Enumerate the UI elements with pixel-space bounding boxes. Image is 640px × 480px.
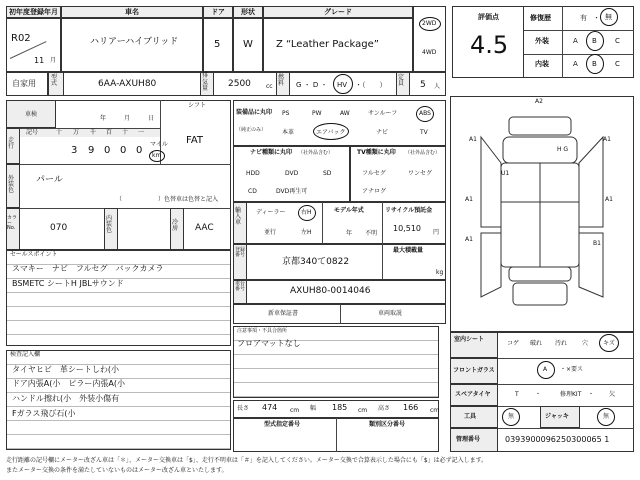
equip-title: 装備品に丸印 bbox=[236, 109, 273, 116]
type-label: 型式指定番号 bbox=[264, 421, 301, 428]
record-label: 記号 bbox=[26, 129, 39, 136]
color-value: パール bbox=[36, 175, 63, 185]
fg-rest: ・×要ス bbox=[560, 366, 584, 373]
intcolor-label: 内装色 bbox=[106, 215, 113, 234]
door-label-cell bbox=[203, 6, 233, 18]
height-value: 166 bbox=[403, 403, 419, 412]
type-vline bbox=[336, 418, 337, 452]
dealer: ディーラー bbox=[256, 209, 286, 216]
score-line-1 bbox=[524, 30, 634, 31]
kg-unit: kg bbox=[436, 269, 444, 276]
shape-label-cell bbox=[233, 6, 263, 18]
colorno-label: カラーNo. bbox=[7, 215, 18, 231]
color-label: 外装色 bbox=[8, 175, 15, 194]
navi-note: （社外品含む） bbox=[298, 150, 334, 156]
room-label: 室内シート bbox=[454, 336, 485, 343]
km-label: km bbox=[152, 152, 162, 159]
room-ana: 穴 bbox=[582, 340, 589, 347]
spare-label: スペアタイヤ bbox=[455, 391, 491, 398]
inspection-label: 車検 bbox=[24, 111, 37, 118]
fuel-rest: ・（ ） bbox=[355, 81, 387, 89]
length-label: 長さ bbox=[237, 405, 250, 412]
navi-dvd: DVD bbox=[285, 170, 299, 177]
month-value: 11 bbox=[34, 56, 45, 65]
spare-kit: 修理KIT bbox=[560, 391, 582, 398]
unit-hyaku: 百 bbox=[106, 129, 113, 136]
sales-line1: スマキー ナビ フルセグ バックカメラ bbox=[12, 264, 164, 273]
import-label: 輸入車 bbox=[235, 207, 242, 226]
repair-no: 無 bbox=[605, 13, 612, 21]
width-value: 185 bbox=[332, 403, 348, 412]
digit-1: 9 bbox=[88, 145, 95, 156]
tv-oneseg: ワンセグ bbox=[408, 170, 433, 177]
footer-line2: またメーター交換の条件を満たしていないものはメーター改ざん車といたします。 bbox=[6, 467, 228, 474]
recycle-value: 10,510 bbox=[393, 224, 421, 233]
equip-ps: PS bbox=[282, 110, 290, 117]
disp-value: 2500 bbox=[228, 79, 251, 89]
name-label: 車名 bbox=[125, 8, 139, 16]
exterior-label: 外装 bbox=[535, 37, 549, 45]
plate-value: 京都340て0822 bbox=[282, 257, 350, 267]
aircon-label: 冷房 bbox=[172, 219, 179, 232]
plate-vline bbox=[382, 244, 383, 280]
int-c: C bbox=[615, 60, 620, 68]
damage-diagram bbox=[450, 96, 634, 332]
repair-label: 修復歴 bbox=[530, 14, 551, 22]
class-label: 類別区分番号 bbox=[369, 421, 406, 428]
chassis-value: AXUH80-0014046 bbox=[290, 286, 371, 296]
equip-leather: 本革 bbox=[282, 129, 295, 136]
height-label: 高さ bbox=[378, 405, 391, 412]
car-outline-svg bbox=[451, 97, 633, 331]
mgmt-value: 0393900096250300065 1 bbox=[505, 435, 610, 444]
equip-pw: PW bbox=[312, 110, 322, 117]
fuel-label: 燃料 bbox=[278, 74, 285, 87]
import-vline bbox=[322, 202, 323, 244]
ext-c: C bbox=[615, 37, 620, 45]
navi-title: ナビ種類に丸印 bbox=[250, 149, 293, 156]
mark-a2: A2 bbox=[535, 98, 543, 105]
score-vline bbox=[562, 6, 563, 78]
score-label: 評価点 bbox=[478, 13, 499, 21]
footer-line1: 走行距離の記号欄にメーター改ざん車は「＊」、メーター交換車は「$」、走行不明車は「＃」を記入してください。メーター交換で合算表示した場合にも「$」は必ず記入します。 bbox=[6, 457, 488, 464]
unit-ichi: 一 bbox=[138, 129, 145, 136]
tv-fullseg: フルセグ bbox=[362, 170, 386, 177]
doors-value: 5 bbox=[214, 39, 221, 50]
drive-4wd: 4WD bbox=[422, 49, 437, 56]
navi-dvdplay: DVD再生可 bbox=[276, 188, 308, 195]
recycle-vline bbox=[382, 202, 383, 244]
yen-unit: 円 bbox=[433, 229, 440, 236]
mgmt-label: 管理番号 bbox=[456, 436, 481, 443]
caution-value: フロアマットなし bbox=[237, 339, 301, 348]
aircon-value: AAC bbox=[195, 223, 214, 233]
chassis-label: 車台番号 bbox=[235, 281, 246, 292]
mark-a1-l2: A1 bbox=[465, 196, 473, 203]
width-cm: cm bbox=[358, 407, 368, 414]
equip-airbag: エアバック bbox=[316, 129, 346, 136]
insp-year: 年 bbox=[100, 115, 107, 122]
mark-b1: B1 bbox=[593, 240, 601, 247]
repair-yes: 有 bbox=[580, 14, 587, 22]
equip-tv: TV bbox=[420, 129, 428, 136]
int-a: A bbox=[573, 60, 578, 68]
fg-a: A bbox=[543, 366, 548, 373]
cap-value: 5 bbox=[420, 80, 426, 90]
score-line-2 bbox=[524, 54, 634, 55]
equip-block bbox=[233, 100, 446, 146]
room-kizu: キズ bbox=[603, 340, 615, 347]
mark-hg: H G bbox=[557, 146, 569, 153]
shift-label: シフト bbox=[188, 102, 207, 109]
year-value: R02 bbox=[11, 33, 31, 44]
equip-sub: （純正のみ） bbox=[236, 127, 267, 133]
new-warranty: 新車保証書 bbox=[268, 310, 299, 317]
navi-hdd: HDD bbox=[246, 170, 260, 177]
use-value: 自家用 bbox=[12, 79, 36, 88]
plate-label: 登録番号 bbox=[235, 247, 246, 258]
model-label: 型式 bbox=[51, 74, 58, 87]
month-unit: 月 bbox=[50, 57, 57, 64]
interior-label: 内装 bbox=[535, 60, 549, 68]
mile-label: マイル bbox=[150, 141, 168, 148]
tv-analog: アナログ bbox=[362, 188, 387, 195]
cc-unit: cc bbox=[266, 83, 273, 90]
inspector-label: 検査記入欄 bbox=[10, 351, 41, 358]
spare-none: 欠 bbox=[609, 391, 616, 398]
shift-value: FAT bbox=[186, 135, 204, 146]
colorno-topline bbox=[6, 208, 231, 209]
grade-label: グレード bbox=[324, 8, 352, 16]
spare-dot1: ・ bbox=[535, 391, 542, 398]
digit-4: 0 bbox=[136, 145, 143, 156]
inspector-line-3: Fガラス飛び石(小 bbox=[12, 409, 76, 418]
color-topline bbox=[6, 164, 231, 165]
length-value: 474 bbox=[262, 403, 278, 412]
cap-unit: 人 bbox=[434, 83, 441, 90]
caution-label: 注意事項・不具合箇所 bbox=[237, 328, 288, 334]
inspector-line-2: ハンドル擦れ(小 外装小傷有 bbox=[12, 394, 120, 403]
equip-abs: ABS bbox=[419, 110, 431, 117]
tv-note: （社外品含む） bbox=[405, 150, 441, 156]
max-load-label: 最大積載量 bbox=[393, 247, 424, 254]
mileage-label: 走行 bbox=[8, 137, 15, 150]
tv-title: TV種類に丸印 bbox=[357, 149, 396, 156]
left-h: 左H bbox=[301, 229, 312, 236]
score-value: 4.5 bbox=[470, 31, 509, 59]
unit-sen: 千 bbox=[90, 129, 97, 136]
equip-aw: AW bbox=[340, 110, 350, 117]
spare-dot2: ・ bbox=[588, 391, 595, 398]
room-koge: コゲ bbox=[507, 340, 520, 347]
mark-u1: U1 bbox=[501, 170, 510, 177]
model-year-unknown: 不明 bbox=[365, 230, 378, 237]
repair-dot: ・ bbox=[593, 14, 600, 22]
unit-10man: 十 bbox=[56, 129, 63, 136]
drive-2wd: 2WD bbox=[422, 20, 437, 27]
model-value: 6AA-AXUH80 bbox=[98, 79, 157, 89]
caution-block bbox=[233, 326, 439, 398]
inspection-label-cell bbox=[6, 100, 56, 128]
spare-t: T bbox=[515, 391, 519, 398]
fuel-hv: HV bbox=[337, 81, 348, 89]
model-year-unit: 年 bbox=[346, 230, 353, 237]
unit-man: 万 bbox=[73, 129, 80, 136]
tool-no: 無 bbox=[508, 413, 515, 420]
year-label-cell bbox=[6, 6, 61, 18]
parallel: 並行 bbox=[264, 229, 277, 236]
room-yogore: 汚れ bbox=[555, 340, 568, 347]
shape-label: 形状 bbox=[241, 8, 255, 16]
navi-cd: CD bbox=[248, 188, 257, 195]
grade-value: Z “Leather Package” bbox=[276, 39, 379, 50]
inspector-line-1: ドア内張A(小 ピラー内張A(小 bbox=[12, 379, 125, 388]
mark-a1-r: A1 bbox=[603, 136, 611, 143]
navi-sd: SD bbox=[323, 170, 332, 177]
ext-b: B bbox=[592, 37, 597, 45]
door-label: ドア bbox=[211, 8, 225, 16]
model-year-label: モデル年式 bbox=[334, 207, 364, 214]
color-note: （ ）色替車は色替と記入 bbox=[116, 196, 219, 203]
inspector-line-0: タイヤヒビ 革シートしわ(小 bbox=[12, 365, 119, 374]
int-b: B bbox=[592, 60, 597, 68]
drive-cell bbox=[413, 6, 446, 72]
digit-0: 3 bbox=[71, 145, 78, 156]
year-label: 初年度登録年月 bbox=[9, 8, 58, 16]
jack-no: 無 bbox=[603, 413, 610, 420]
cap-label: 定員 bbox=[398, 74, 405, 87]
height-cm: cm bbox=[430, 407, 440, 414]
grade-label-cell bbox=[263, 6, 413, 18]
disp-label: 排気量 bbox=[202, 72, 209, 93]
digit-3: 0 bbox=[120, 145, 127, 156]
tool-label: 工具 bbox=[464, 413, 477, 420]
mark-a1-r2: A1 bbox=[605, 196, 613, 203]
car-name: ハリアーハイブリッド bbox=[90, 37, 179, 47]
unit-juu: 十 bbox=[122, 129, 129, 136]
shape-value: W bbox=[243, 39, 253, 50]
insp-month: 月 bbox=[124, 115, 131, 122]
width-label: 幅 bbox=[310, 405, 317, 412]
fuel-options: G ・ D ・ bbox=[296, 81, 328, 89]
mark-a1-l: A1 bbox=[469, 136, 477, 143]
right-h: 右H bbox=[301, 209, 312, 216]
sales-line2: BSMETC シートH JBLサウンド bbox=[12, 279, 124, 288]
length-cm: cm bbox=[290, 407, 300, 414]
equip-sunroof: サンルーフ bbox=[368, 110, 398, 117]
recycle-label: リサイクル預託金 bbox=[385, 207, 433, 214]
room-yabure: 破れ bbox=[530, 340, 543, 347]
ext-a: A bbox=[573, 37, 578, 45]
jack-label: ジャッキ bbox=[545, 413, 569, 420]
equip-navi: ナビ bbox=[376, 129, 389, 136]
fg-label: フロントガラス bbox=[453, 367, 495, 374]
colorno-value: 070 bbox=[50, 223, 68, 233]
docs-vline bbox=[340, 304, 341, 324]
digit-2: 0 bbox=[104, 145, 111, 156]
manual: 車両取説 bbox=[378, 310, 403, 317]
name-label-cell bbox=[61, 6, 203, 18]
mark-a1-l3: A1 bbox=[465, 236, 473, 243]
insp-day: 日 bbox=[148, 115, 155, 122]
sales-label: セールスポイント bbox=[10, 251, 58, 258]
